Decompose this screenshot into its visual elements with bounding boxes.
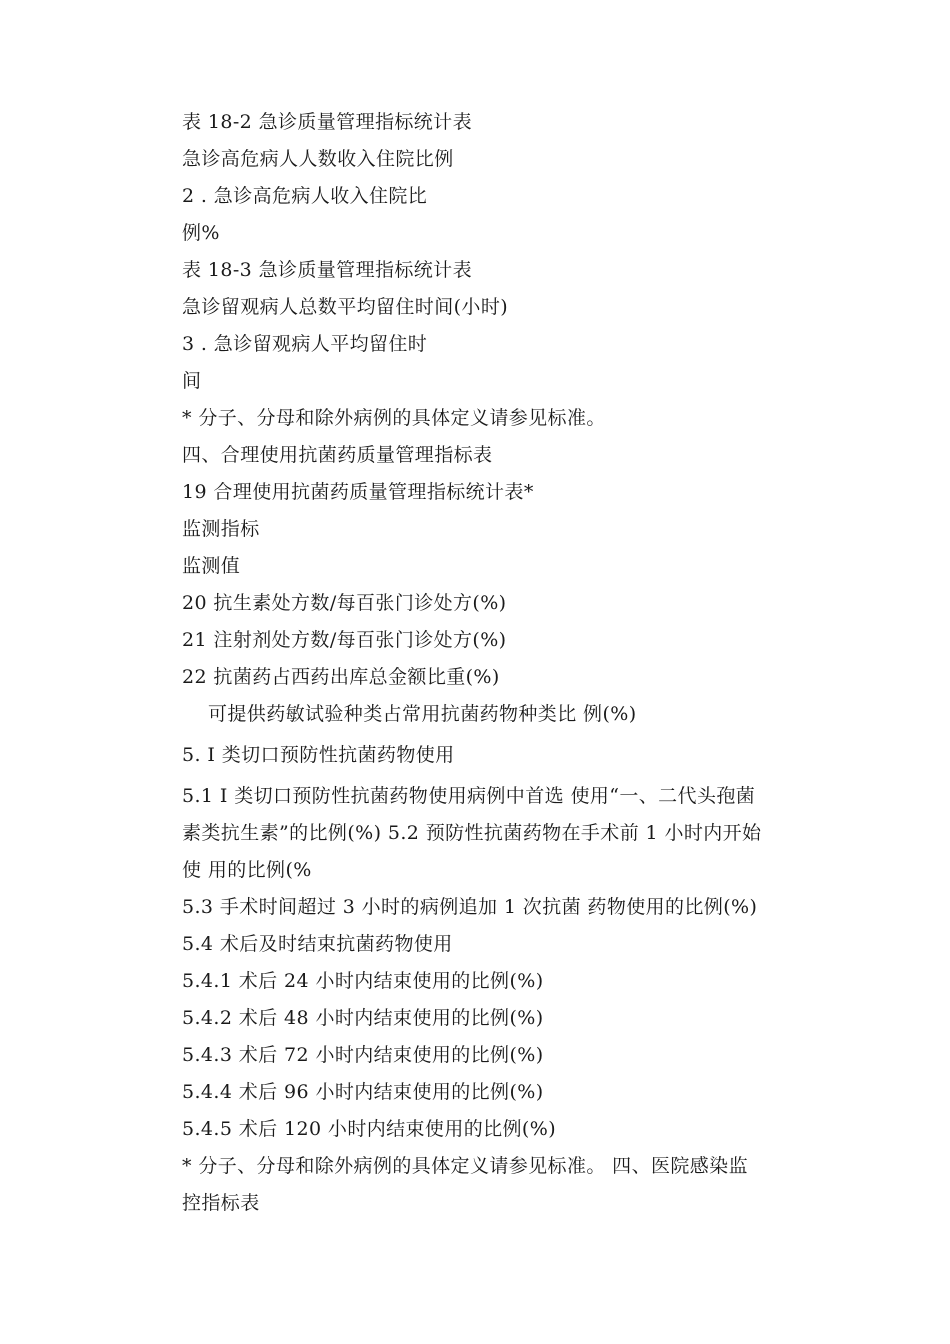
text-line: 例%	[182, 222, 220, 244]
table-caption-18-3: 表 18-3 急诊质量管理指标统计表	[182, 259, 472, 281]
subsection-heading: 5. I 类切口预防性抗菌药物使用	[182, 744, 455, 766]
text-line: 2 . 急诊高危病人收入住院比	[182, 185, 428, 207]
indicator-row: 20 抗生素处方数/每百张门诊处方(%)	[182, 592, 507, 614]
indicator-row: 5.4.4 术后 96 小时内结束使用的比例(%)	[182, 1081, 544, 1103]
indicator-row: 5.4.2 术后 48 小时内结束使用的比例(%)	[182, 1007, 544, 1029]
text-line: 控指标表	[182, 1192, 260, 1214]
indicator-row: 21 注射剂处方数/每百张门诊处方(%)	[182, 629, 507, 651]
indicator-row: 可提供药敏试验种类占常用抗菌药物种类比 例(%)	[208, 703, 637, 725]
column-header: 监测指标	[182, 518, 260, 540]
footnote: * 分子、分母和除外病例的具体定义请参见标准。	[182, 407, 606, 429]
paragraph-5-1	[182, 778, 832, 889]
text-line: 使 用的比例(%	[182, 859, 312, 881]
indicator-row: 22 抗菌药占西药出库总金额比重(%)	[182, 666, 500, 688]
table-caption-19: 19 合理使用抗菌药质量管理指标统计表*	[182, 481, 534, 503]
indicator-row: 5.4 术后及时结束抗菌药物使用	[182, 933, 453, 955]
text-line: 急诊留观病人总数平均留住时间(小时)	[182, 296, 509, 318]
footnote: * 分子、分母和除外病例的具体定义请参见标准。 四、医院感染监	[182, 1155, 748, 1177]
indicator-row: 5.4.1 术后 24 小时内结束使用的比例(%)	[182, 970, 544, 992]
indicator-row: 5.4.3 术后 72 小时内结束使用的比例(%)	[182, 1044, 544, 1066]
text-line: 素类抗生素”的比例(%) 5.2 预防性抗菌药物在手术前 1 小时内开始	[182, 822, 762, 844]
indicator-row: 5.3 手术时间超过 3 小时的病例追加 1 次抗菌 药物使用的比例(%)	[182, 896, 758, 918]
column-header: 监测值	[182, 555, 241, 577]
document-page	[182, 104, 832, 1222]
indicator-row: 5.4.5 术后 120 小时内结束使用的比例(%)	[182, 1118, 557, 1140]
text-line: 急诊高危病人人数收入住院比例	[182, 148, 454, 170]
text-line: 间	[182, 370, 202, 392]
text-line: 5.1 I 类切口预防性抗菌药物使用病例中首选 使用“一、二代头孢菌	[182, 785, 756, 807]
text-line: 3 . 急诊留观病人平均留住时	[182, 333, 428, 355]
section-heading: 四、合理使用抗菌药质量管理指标表	[182, 444, 493, 466]
table-caption-18-2: 表 18-2 急诊质量管理指标统计表	[182, 111, 472, 133]
